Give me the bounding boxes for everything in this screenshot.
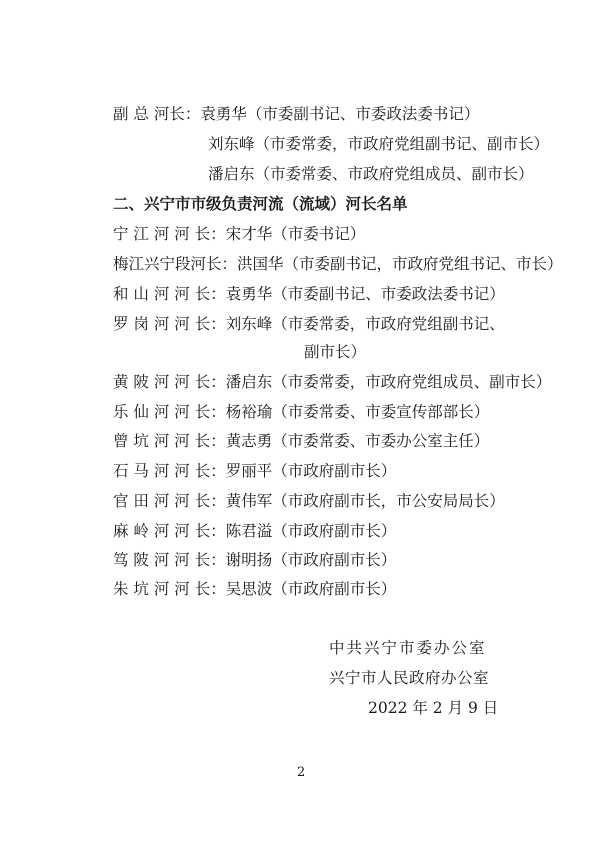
river-row (113, 402, 489, 422)
deputy-row-1 (113, 104, 479, 124)
river-chief-continuation: 副市长） (304, 343, 367, 361)
river-chief: 洪国华（市委副书记，市政府党组书记、市长） (237, 255, 563, 273)
deputy-member-3: 潘启东（市委常委、市政府党组成员、副市长） (208, 165, 534, 183)
river-chief: 黄志勇（市委常委、市委办公室主任） (225, 432, 490, 450)
river-chief: 谢明扬（市政府副市长） (225, 551, 397, 569)
river-chief: 吴思波（市政府副市长） (225, 580, 397, 598)
river-chief: 罗丽平（市政府副市长） (225, 462, 397, 480)
deputy-row-2 (208, 134, 549, 154)
river-chief: 潘启东（市委常委，市政府党组成员、副市长） (225, 373, 552, 391)
deputy-row-3 (208, 164, 534, 184)
river-label: 笃 陂 河 河 长： (113, 551, 226, 569)
river-label: 和 山 河 河 长： (113, 285, 226, 303)
river-chief: 黄伟军（市政府副市长，市公安局局长） (225, 492, 505, 510)
river-chief: 袁勇华（市委副书记、市委政法委书记） (225, 285, 505, 303)
deputy-member-2: 刘东峰（市委常委，市政府党组副书记、副市长） (208, 135, 550, 153)
river-label: 朱 坑 河 河 长： (113, 580, 226, 598)
river-row (113, 550, 396, 570)
river-row (113, 431, 489, 451)
river-row (113, 224, 365, 244)
signature-org-party: 中共兴宁市委办公室 (329, 639, 487, 657)
river-label: 梅江兴宁段河长： (113, 255, 238, 273)
river-row-continuation (304, 342, 366, 362)
deputy-label: 副 总 河长： (113, 105, 201, 123)
river-row (113, 314, 505, 334)
river-row (113, 579, 396, 599)
river-label: 宁 江 河 河 长： (113, 225, 226, 243)
signature-org-government: 兴宁市人民政府办公室 (329, 669, 490, 687)
river-chief: 陈君溢（市政府副市长） (225, 522, 397, 540)
river-label: 黄 陂 河 河 长： (113, 373, 226, 391)
river-label: 乐 仙 河 河 长： (113, 403, 226, 421)
river-row (113, 372, 551, 392)
signature-date: 2022 年 2 月 9 日 (368, 699, 499, 717)
river-row (113, 461, 396, 481)
river-chief: 杨裕瑜（市委常委、市委宣传部部长） (225, 403, 490, 421)
deputy-member-1: 袁勇华（市委副书记、市委政法委书记） (200, 105, 480, 123)
river-row (113, 521, 396, 541)
river-row (113, 284, 505, 304)
section-heading: 二、兴宁市市级负责河流（流域）河长名单 (113, 195, 408, 213)
page-number: 2 (297, 765, 306, 780)
river-label: 曾 坑 河 河 长： (113, 432, 226, 450)
river-label: 石 马 河 河 长： (113, 462, 226, 480)
river-chief: 宋才华（市委书记） (225, 225, 366, 243)
river-row (113, 491, 505, 511)
river-chief: 刘东峰（市委常委，市政府党组副书记、 (225, 315, 505, 333)
river-row (113, 254, 563, 274)
river-label: 官 田 河 河 长： (113, 492, 226, 510)
river-label: 罗 岗 河 河 长： (113, 315, 226, 333)
river-label: 麻 岭 河 河 长： (113, 522, 226, 540)
